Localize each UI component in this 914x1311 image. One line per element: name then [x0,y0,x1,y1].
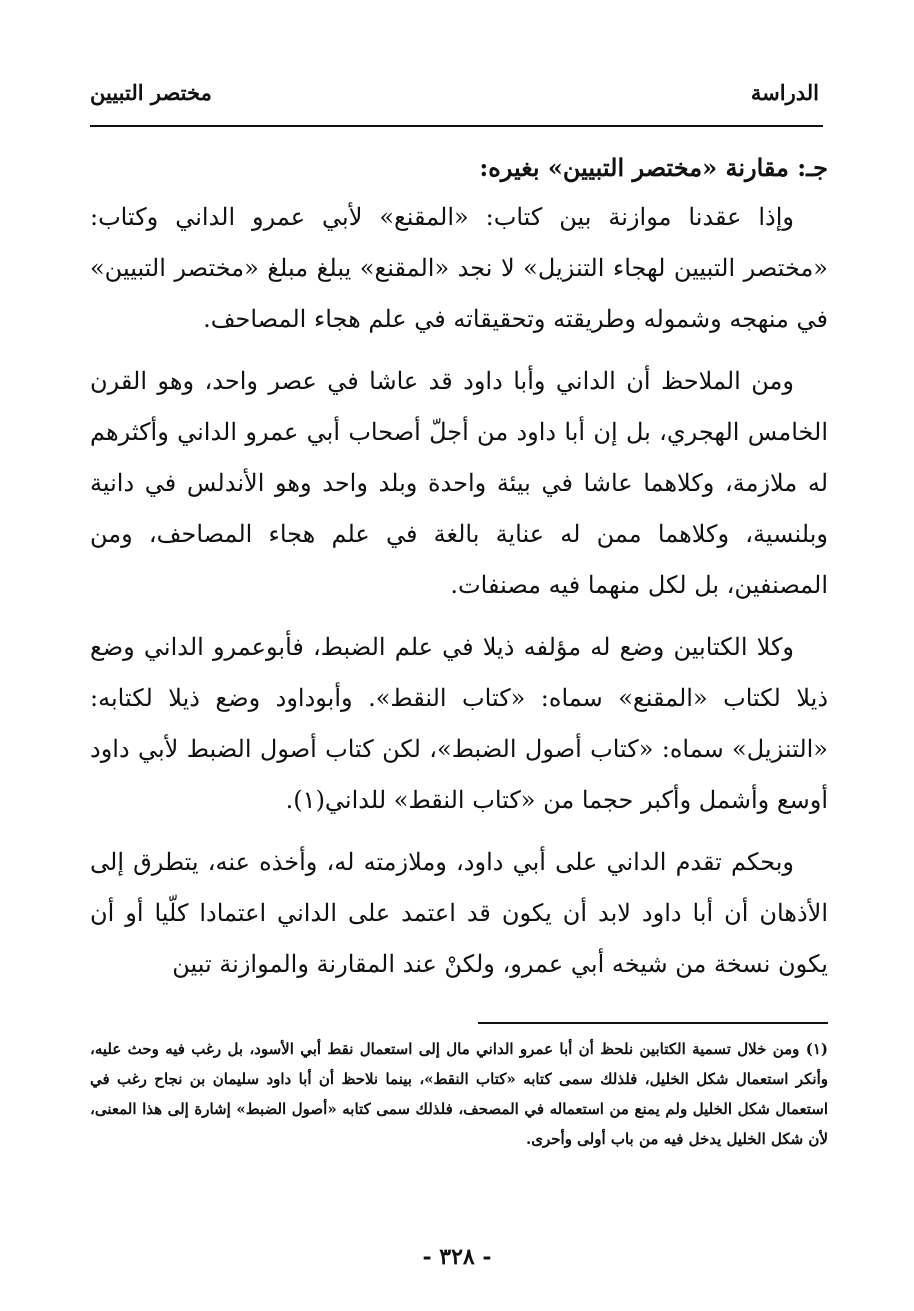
section-heading: جـ: مقارنة «مختصر التبيين» بغيره: [479,153,828,182]
main-text [90,150,828,1001]
paragraph-4: وبحكم تقدم الداني على أبي داود، وملازمته له، وأخذه عنه، يتطرق إلى الأذهان أن أبا داود لابد أن يكون قد اعتمد على الداني اعتمادا كلّيا أو أن يكون نسخة من شيخه أبي عمرو، ولكنْ عند المقارنة والموازنة تبين [90,848,828,978]
paragraph-3: وكلا الكتابين وضع له مؤلفه ذيلا في علم الضبط، فأبوعمرو الداني وضع ذيلا لكتاب «المقنع» سماه: «كتاب النقط». وأبوداود وضع ذيلا لكتابه: «التنزيل» سماه: «كتاب أصول الضبط»، لكن كتاب أصول الضبط لأبي داود أوسع وأشمل وأكبر حجما من «كتاب النقط» للداني(١). [90,633,828,814]
page-number: - ٣٢٨ - [422,1244,492,1270]
header-rule [90,125,823,127]
footnote-rule [478,1022,828,1024]
running-header-book-title: مختصر التبيين [90,80,212,105]
paragraph-2: ومن الملاحظ أن الداني وأبا داود قد عاشا في عصر واحد، وهو القرن الخامس الهجري، بل إن أبا داود من أجلّ أصحاب أبي عمرو الداني وأكثرهم له ملازمة، وكلاهما عاشا في بيئة واحدة وبلد واحد وهو الأندلس في دانية وبلنسية، وكلاهما ممن له عناية بالغة في علم هجاء المصاحف، ومن المصنفين، بل لكل منهما فيه مصنفات. [90,367,828,599]
footnote: (١) ومن خلال تسمية الكتابين نلحظ أن أبا عمرو الداني مال إلى استعمال نقط أبي الأسود، بل رغب فيه وحث عليه، وأنكر استعمال شكل الخليل، فلذلك سمى كتابه «كتاب النقط»، بينما نلاحظ أن أبا داود سليمان بن نجاح رغب في استعمال شكل الخليل ولم يمنع من استعماله في المصحف، فلذلك سمى كتابه «أصول الضبط» إشارة إلى هذا المعنى، لأن شكل الخليل يدخل فيه من باب أولى وأحرى. [90,1040,828,1148]
paragraph-1: وإذا عقدنا موازنة بين كتاب: «المقنع» لأبي عمرو الداني وكتاب: «مختصر التبيين لهجاء التنزيل» لا نجد «المقنع» يبلغ مبلغ «مختصر التبيين» في منهجه وشموله وطريقته وتحقيقاته في علم هجاء المصاحف. [90,203,828,333]
running-header-section: الدراسة [750,80,819,105]
